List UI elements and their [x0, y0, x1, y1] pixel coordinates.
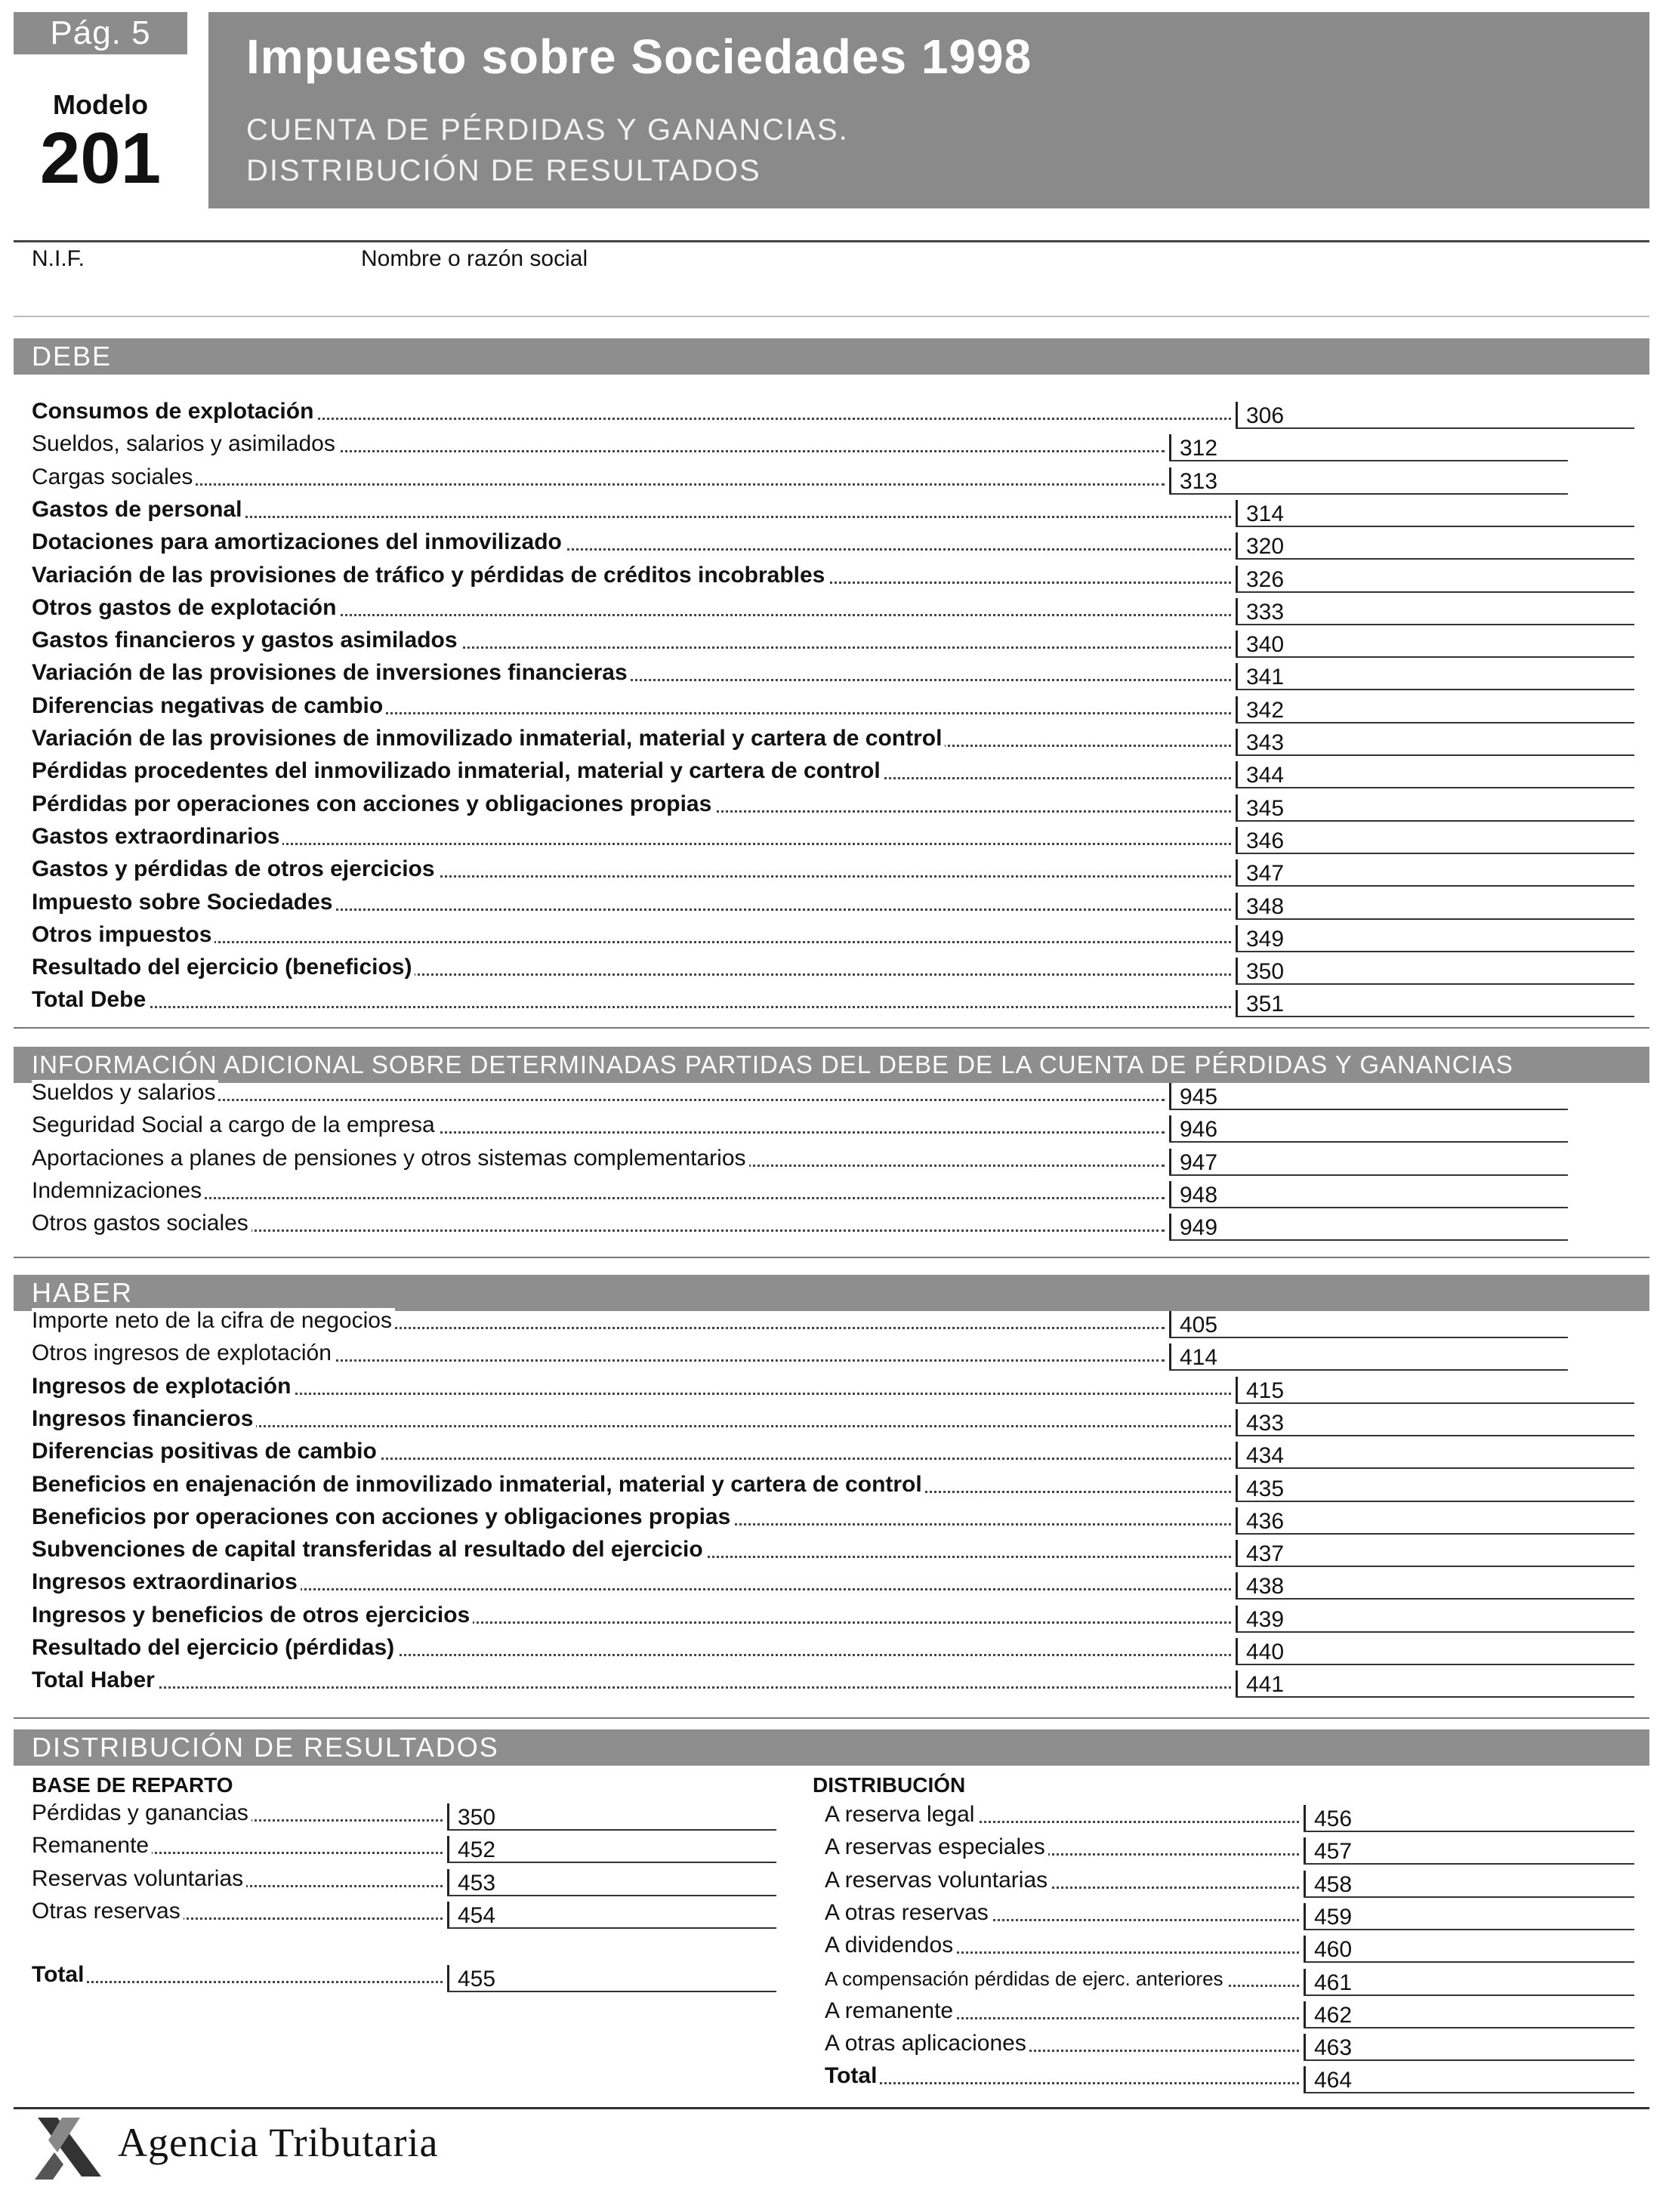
form-row — [825, 1868, 1634, 1898]
info-adicional-section-title: INFORMACIÓN ADICIONAL SOBRE DETERMINADAS PARTIDAS DEL DEBE DE LA CUENTA DE PÉRDIDAS Y GANANCIAS — [32, 1050, 1513, 1078]
amount-field[interactable] — [1236, 1406, 1634, 1436]
amount-field[interactable] — [1169, 1080, 1568, 1110]
box-code: 313 — [1180, 468, 1218, 494]
row-label: A otras reservas — [825, 1900, 992, 1926]
amount-field[interactable] — [1304, 1966, 1634, 1996]
dot-leader — [32, 1686, 1231, 1689]
form-row — [32, 1374, 1634, 1404]
row-label: Pérdidas procedentes del inmovilizado inmaterial, material y cartera de control — [32, 758, 884, 784]
form-row — [32, 922, 1634, 952]
row-label: Sueldos y salarios — [32, 1080, 218, 1106]
amount-field[interactable] — [1236, 987, 1634, 1017]
amount-field[interactable] — [447, 1800, 776, 1831]
row-label: Variación de las provisiones de inversiones financieras — [32, 660, 631, 686]
row-label: Aportaciones a planes de pensiones y otros sistemas complementarios — [32, 1146, 749, 1171]
row-label: Gastos y pérdidas de otros ejercicios — [32, 856, 438, 882]
form-row — [32, 758, 1634, 788]
amount-field[interactable] — [447, 1962, 776, 1992]
amount-field[interactable] — [1236, 726, 1634, 756]
form-row — [32, 431, 1568, 461]
row-label: A otras aplicaciones — [825, 2031, 1029, 2056]
box-code: 946 — [1180, 1117, 1218, 1143]
form-row — [32, 890, 1634, 920]
row-label: A reservas voluntarias — [825, 1868, 1051, 1893]
row-label: Otros gastos sociales — [32, 1211, 251, 1236]
box-code: 945 — [1180, 1084, 1218, 1109]
amount-field[interactable] — [1236, 595, 1634, 625]
row-label: Gastos financieros y gastos asimilados — [32, 628, 461, 653]
form-row — [32, 1211, 1568, 1241]
row-label: Cargas sociales — [32, 464, 196, 490]
agency-name: Agencia Tributaria — [118, 2120, 439, 2165]
amount-field[interactable] — [1236, 922, 1634, 952]
amount-field[interactable] — [1236, 1537, 1634, 1567]
form-row — [32, 628, 1634, 658]
box-code: 350 — [1246, 959, 1285, 985]
form-row — [32, 1603, 1634, 1633]
nif-label: N.I.F. — [32, 246, 85, 271]
dot-leader — [825, 2082, 1299, 2084]
box-code: 461 — [1314, 1970, 1353, 1995]
box-code: 437 — [1246, 1541, 1285, 1567]
box-code: 346 — [1246, 828, 1285, 853]
row-label: Resultado del ejercicio (beneficios) — [32, 955, 415, 980]
form-row — [32, 399, 1634, 429]
row-label: Diferencias positivas de cambio — [32, 1439, 380, 1464]
box-code: 433 — [1246, 1410, 1285, 1436]
amount-field[interactable] — [1304, 1802, 1634, 1832]
form-row — [32, 791, 1634, 822]
row-label: Resultado del ejercicio (pérdidas) — [32, 1635, 397, 1661]
row-label: Dotaciones para amortizaciones del inmovilizado — [32, 529, 565, 555]
row-label: Variación de las provisiones de tráfico y pérdidas de créditos incobrables — [32, 563, 828, 588]
form-row — [32, 1472, 1634, 1502]
form-row — [32, 1406, 1634, 1436]
amount-field[interactable] — [1236, 563, 1634, 593]
amount-field[interactable] — [1236, 660, 1634, 690]
box-code: 345 — [1246, 795, 1285, 821]
company-name-label: Nombre o razón social — [361, 246, 588, 271]
box-code: 343 — [1246, 730, 1285, 755]
box-code: 436 — [1246, 1508, 1285, 1534]
amount-field[interactable] — [1169, 1308, 1568, 1338]
box-code: 415 — [1246, 1377, 1285, 1403]
form-row — [32, 1962, 776, 1992]
form-row — [825, 2031, 1634, 2061]
company-name-field[interactable] — [361, 276, 1645, 310]
form-row — [32, 1800, 776, 1831]
row-label: Otros impuestos — [32, 922, 214, 948]
amount-field[interactable] — [1304, 1834, 1634, 1865]
debe-bottom-rule — [14, 1027, 1649, 1029]
box-code: 351 — [1246, 992, 1285, 1017]
info-adicional-section-bar — [14, 1047, 1649, 1083]
row-label: Sueldos, salarios y asimilados — [32, 431, 338, 457]
amount-field[interactable] — [1304, 1900, 1634, 1930]
form-row — [32, 529, 1634, 560]
modelo-number: 201 — [39, 118, 162, 199]
amount-field[interactable] — [1236, 628, 1634, 658]
amount-field[interactable] — [1236, 791, 1634, 822]
box-code: 340 — [1246, 632, 1285, 658]
form-row — [32, 824, 1634, 854]
form-row — [32, 1866, 776, 1896]
amount-field[interactable] — [1169, 1146, 1568, 1176]
row-label: Ingresos extraordinarios — [32, 1569, 301, 1595]
box-code: 457 — [1314, 1839, 1353, 1865]
form-row — [825, 1802, 1634, 1832]
box-code: 350 — [458, 1805, 496, 1830]
form-row — [32, 1635, 1634, 1665]
row-label: Ingresos de explotación — [32, 1374, 294, 1399]
row-label: Pérdidas por operaciones con acciones y obligaciones propias — [32, 791, 714, 817]
dot-leader — [32, 1006, 1231, 1008]
form-row — [32, 1833, 776, 1863]
row-label: Beneficios en enajenación de inmovilizado inmaterial, material y cartera de control — [32, 1472, 925, 1498]
box-code: 460 — [1314, 1937, 1353, 1963]
box-code: 348 — [1246, 893, 1285, 919]
row-label: Indemnizaciones — [32, 1178, 205, 1204]
modelo-label: Modelo — [53, 89, 148, 120]
row-label: Total — [32, 1962, 87, 1988]
form-row — [32, 595, 1634, 625]
box-code: 414 — [1180, 1345, 1218, 1371]
box-code: 306 — [1246, 403, 1285, 428]
amount-field[interactable] — [447, 1833, 776, 1863]
form-row — [32, 1146, 1568, 1176]
row-label: Total — [825, 2063, 880, 2089]
haber-section-bar — [14, 1275, 1649, 1311]
form-row — [825, 1900, 1634, 1930]
row-label: Consumos de explotación — [32, 399, 316, 424]
box-code: 438 — [1246, 1574, 1285, 1600]
row-label: Gastos de personal — [32, 497, 245, 523]
form-row — [32, 1112, 1568, 1143]
nif-field[interactable] — [32, 276, 349, 310]
amount-field[interactable] — [1236, 399, 1634, 429]
amount-field[interactable] — [1236, 1472, 1634, 1502]
box-code: 347 — [1246, 861, 1285, 887]
form-row — [825, 1966, 1634, 1996]
row-label: Otras reservas — [32, 1899, 184, 1924]
box-code: 452 — [458, 1837, 496, 1863]
box-code: 312 — [1180, 436, 1218, 461]
box-code: 326 — [1246, 566, 1285, 592]
amount-field[interactable] — [1236, 1439, 1634, 1469]
row-label: Reservas voluntarias — [32, 1866, 246, 1892]
box-code: 456 — [1314, 1806, 1353, 1831]
form-row — [32, 1569, 1634, 1600]
box-code: 344 — [1246, 763, 1285, 788]
box-code: 458 — [1314, 1871, 1353, 1897]
box-code: 459 — [1314, 1904, 1353, 1930]
row-label: Total Debe — [32, 987, 149, 1013]
form-row — [32, 726, 1634, 756]
form-row — [32, 1537, 1634, 1567]
box-code: 948 — [1180, 1182, 1218, 1208]
box-code: 949 — [1180, 1215, 1218, 1241]
row-label: A reserva legal — [825, 1802, 977, 1828]
form-row — [32, 693, 1634, 723]
footer-rule — [14, 2107, 1649, 2109]
box-code: 462 — [1314, 2002, 1353, 2028]
box-code: 341 — [1246, 665, 1285, 690]
row-label: Importe neto de la cifra de negocios — [32, 1308, 395, 1334]
box-code: 314 — [1246, 501, 1285, 526]
box-code: 405 — [1180, 1313, 1218, 1337]
row-label: A dividendos — [825, 1933, 956, 1958]
haber-bottom-rule — [14, 1717, 1649, 1719]
row-label: Total Haber — [32, 1667, 158, 1693]
form-subtitle-line-2: DISTRIBUCIÓN DE RESULTADOS — [246, 154, 761, 187]
box-code: 440 — [1246, 1640, 1285, 1664]
form-row — [32, 1178, 1568, 1208]
form-row — [32, 987, 1634, 1017]
amount-field[interactable] — [1169, 1211, 1568, 1241]
amount-field[interactable] — [1236, 1667, 1634, 1698]
form-row — [32, 660, 1634, 690]
box-code: 435 — [1246, 1476, 1285, 1501]
amount-field[interactable] — [447, 1899, 776, 1929]
box-code: 320 — [1246, 534, 1285, 560]
row-label: Subvenciones de capital transferidas al resultado del ejercicio — [32, 1537, 706, 1563]
row-label: Impuesto sobre Sociedades — [32, 890, 335, 915]
row-label: Remanente — [32, 1833, 152, 1859]
amount-field[interactable] — [1236, 1504, 1634, 1535]
amount-field[interactable] — [1236, 693, 1634, 723]
amount-field[interactable] — [447, 1866, 776, 1896]
form-row — [32, 856, 1634, 887]
amount-field[interactable] — [1304, 1868, 1634, 1898]
amount-field[interactable] — [1169, 464, 1568, 495]
row-label: Otros ingresos de explotación — [32, 1340, 335, 1366]
form-row — [32, 1340, 1568, 1371]
form-row — [825, 1834, 1634, 1865]
box-code: 947 — [1180, 1149, 1218, 1175]
form-row — [825, 1998, 1634, 2028]
amount-field[interactable] — [1236, 758, 1634, 788]
form-row — [32, 497, 1634, 527]
form-row — [825, 1933, 1634, 1963]
row-label: Variación de las provisiones de inmovilizado inmaterial, material y cartera de control — [32, 726, 945, 751]
info-adicional-bottom-rule — [14, 1257, 1649, 1258]
row-label: Diferencias negativas de cambio — [32, 693, 386, 719]
box-code: 439 — [1246, 1606, 1285, 1632]
box-code: 434 — [1246, 1443, 1285, 1469]
box-code: 453 — [458, 1870, 496, 1896]
box-code: 342 — [1246, 697, 1285, 723]
haber-section-title: HABER — [32, 1277, 134, 1308]
dot-leader — [32, 1981, 443, 1983]
form-title: Impuesto sobre Sociedades 1998 — [246, 29, 1032, 84]
distribucion-heading: DISTRIBUCIÓN — [813, 1773, 966, 1797]
amount-field[interactable] — [1169, 1340, 1568, 1371]
box-code: 441 — [1246, 1672, 1285, 1698]
row-label: Pérdidas y ganancias — [32, 1800, 251, 1826]
box-code: 464 — [1314, 2068, 1353, 2093]
amount-field[interactable] — [1236, 890, 1634, 920]
form-row — [32, 955, 1634, 985]
amount-field[interactable] — [1304, 2031, 1634, 2061]
amount-field[interactable] — [1236, 1603, 1634, 1633]
form-row — [32, 1308, 1568, 1338]
amount-field[interactable] — [1236, 856, 1634, 887]
row-label: A reservas especiales — [825, 1834, 1048, 1860]
box-code: 463 — [1314, 2035, 1353, 2061]
amount-field[interactable] — [1169, 431, 1568, 461]
agencia-tributaria-logo-icon — [32, 2116, 107, 2184]
form-row — [32, 464, 1568, 495]
box-code: 454 — [458, 1902, 496, 1928]
amount-field[interactable] — [1169, 1112, 1568, 1143]
amount-field[interactable] — [1236, 529, 1634, 560]
amount-field[interactable] — [1169, 1178, 1568, 1208]
amount-field[interactable] — [1304, 1998, 1634, 2028]
identification-top-rule — [14, 240, 1649, 242]
identification-bottom-rule — [14, 316, 1649, 317]
form-row — [32, 563, 1634, 593]
row-label: Beneficios por operaciones con acciones y obligaciones propias — [32, 1504, 733, 1530]
row-label: A compensación pérdidas de ejerc. anteriores — [825, 1966, 1226, 1991]
amount-field[interactable] — [1304, 1933, 1634, 1963]
page-number-tag: Pág. 5 — [14, 12, 187, 54]
amount-field[interactable] — [1236, 497, 1634, 527]
amount-field[interactable] — [1304, 2063, 1634, 2093]
amount-field[interactable] — [1236, 955, 1634, 985]
dot-leader — [32, 483, 1165, 486]
debe-section-bar — [14, 338, 1649, 375]
row-label: Ingresos financieros — [32, 1406, 256, 1432]
box-code: 349 — [1246, 926, 1285, 952]
distribucion-section-bar — [14, 1729, 1649, 1766]
form-row — [32, 1080, 1568, 1110]
box-code: 455 — [458, 1967, 496, 1991]
form-row — [32, 1439, 1634, 1469]
form-row — [825, 2063, 1634, 2093]
form-row — [32, 1504, 1634, 1535]
form-subtitle-line-1: CUENTA DE PÉRDIDAS Y GANANCIAS. — [246, 113, 849, 147]
form-row — [32, 1899, 776, 1929]
amount-field[interactable] — [1236, 1374, 1634, 1404]
amount-field[interactable] — [1236, 824, 1634, 854]
base-reparto-heading: BASE DE REPARTO — [32, 1773, 233, 1797]
row-label: Seguridad Social a cargo de la empresa — [32, 1112, 438, 1138]
row-label: A remanente — [825, 1998, 956, 2024]
row-label: Otros gastos de explotación — [32, 595, 339, 621]
row-label: Gastos extraordinarios — [32, 824, 282, 850]
box-code: 333 — [1246, 599, 1285, 625]
debe-section-title: DEBE — [32, 341, 113, 372]
row-label: Ingresos y beneficios de otros ejercicios — [32, 1603, 473, 1628]
form-row — [32, 1667, 1634, 1698]
amount-field[interactable] — [1236, 1635, 1634, 1665]
amount-field[interactable] — [1236, 1569, 1634, 1600]
distribucion-section-title: DISTRIBUCIÓN DE RESULTADOS — [32, 1732, 499, 1763]
